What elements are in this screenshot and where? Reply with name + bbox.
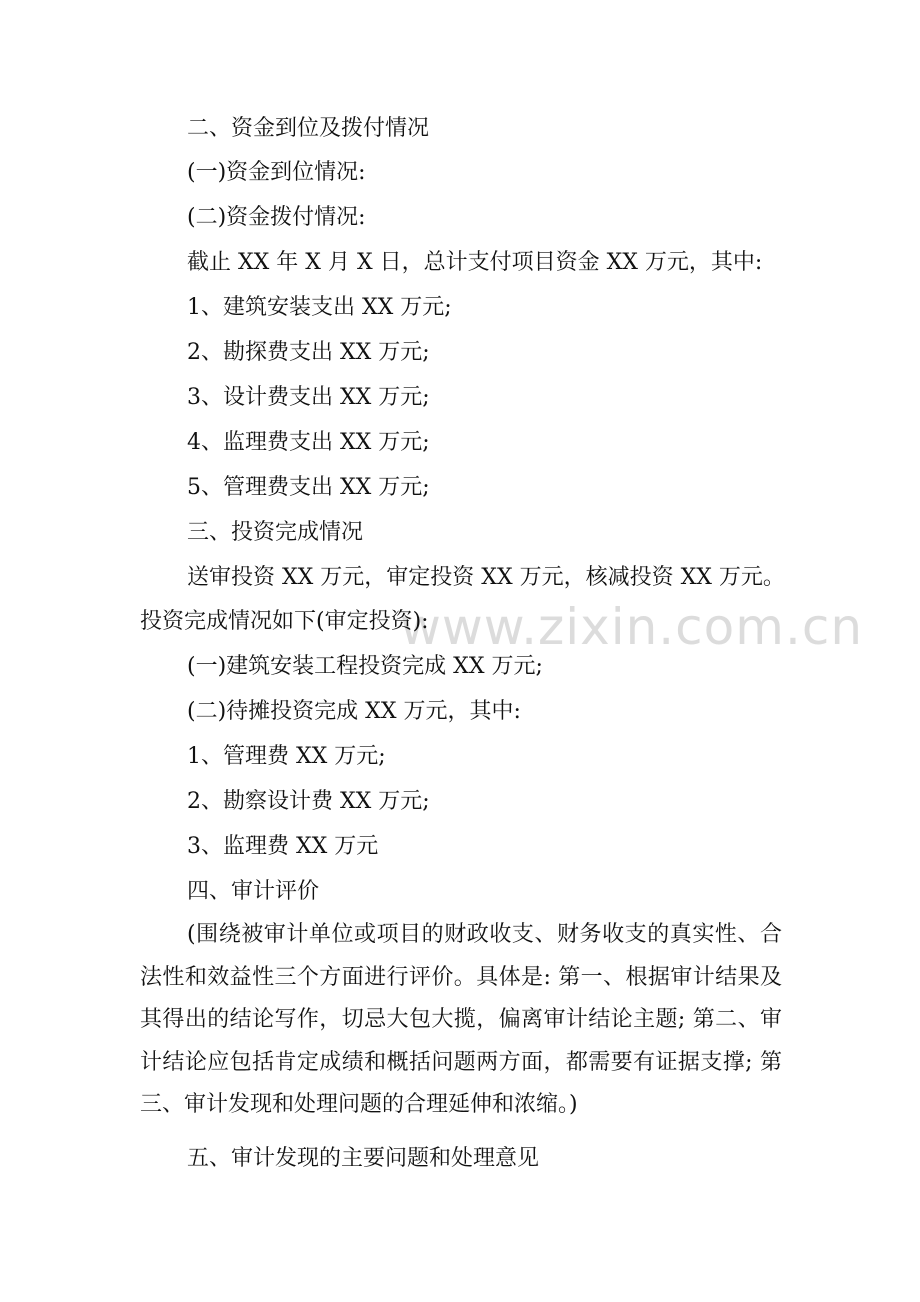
list-item: 4、监理费支出 XX 万元; (187, 430, 430, 455)
list-item: 2、勘察设计费 XX 万元; (187, 789, 430, 814)
subheading-funds-disbursement: (二)资金拨付情况: (187, 205, 366, 230)
watermark: www.zixin.com.cn (400, 598, 864, 656)
list-item: 1、建筑安装支出 XX 万元; (187, 295, 452, 320)
section-heading-evaluation: 四、审计评价 (187, 879, 320, 904)
list-item: 3、设计费支出 XX 万元; (187, 385, 430, 410)
section-heading-findings: 五、审计发现的主要问题和处理意见 (187, 1146, 540, 1171)
paragraph-evaluation: (围绕被审计单位或项目的财政收支、财务收支的真实性、合法性和效益性三个方面进行评价。具体是: 第一、根据审计结果及其得出的结论写作，切忌大包大揽，偏离审计结论主题; 第二、审计结论应包括肯定成绩和概括问题两方面，都需要有证据支撑; 第三、审计发现和处理问题的合理延伸和浓缩。) (140, 922, 782, 1117)
subheading-pending-investment: (二)待摊投资完成 XX 万元，其中: (187, 699, 521, 724)
subheading-funds-arrival: (一)资金到位情况: (187, 160, 366, 185)
subheading-construction-investment: (一)建筑安装工程投资完成 XX 万元; (187, 654, 543, 679)
section-heading-funds: 二、资金到位及拨付情况 (187, 116, 430, 141)
paragraph-investment-line2: 投资完成情况如下(审定投资): (140, 609, 429, 634)
list-item: 1、管理费 XX 万元; (187, 744, 386, 769)
paragraph-cutoff: 截止 XX 年 X 月 X 日，总计支付项目资金 XX 万元，其中: (187, 250, 763, 275)
list-item: 2、勘探费支出 XX 万元; (187, 340, 430, 365)
paragraph-investment-line1: 送审投资 XX 万元，审定投资 XX 万元，核减投资 XX 万元。 (187, 565, 785, 590)
list-item: 5、管理费支出 XX 万元; (187, 475, 430, 500)
list-item: 3、监理费 XX 万元 (187, 834, 379, 859)
section-heading-investment: 三、投资完成情况 (187, 520, 364, 545)
